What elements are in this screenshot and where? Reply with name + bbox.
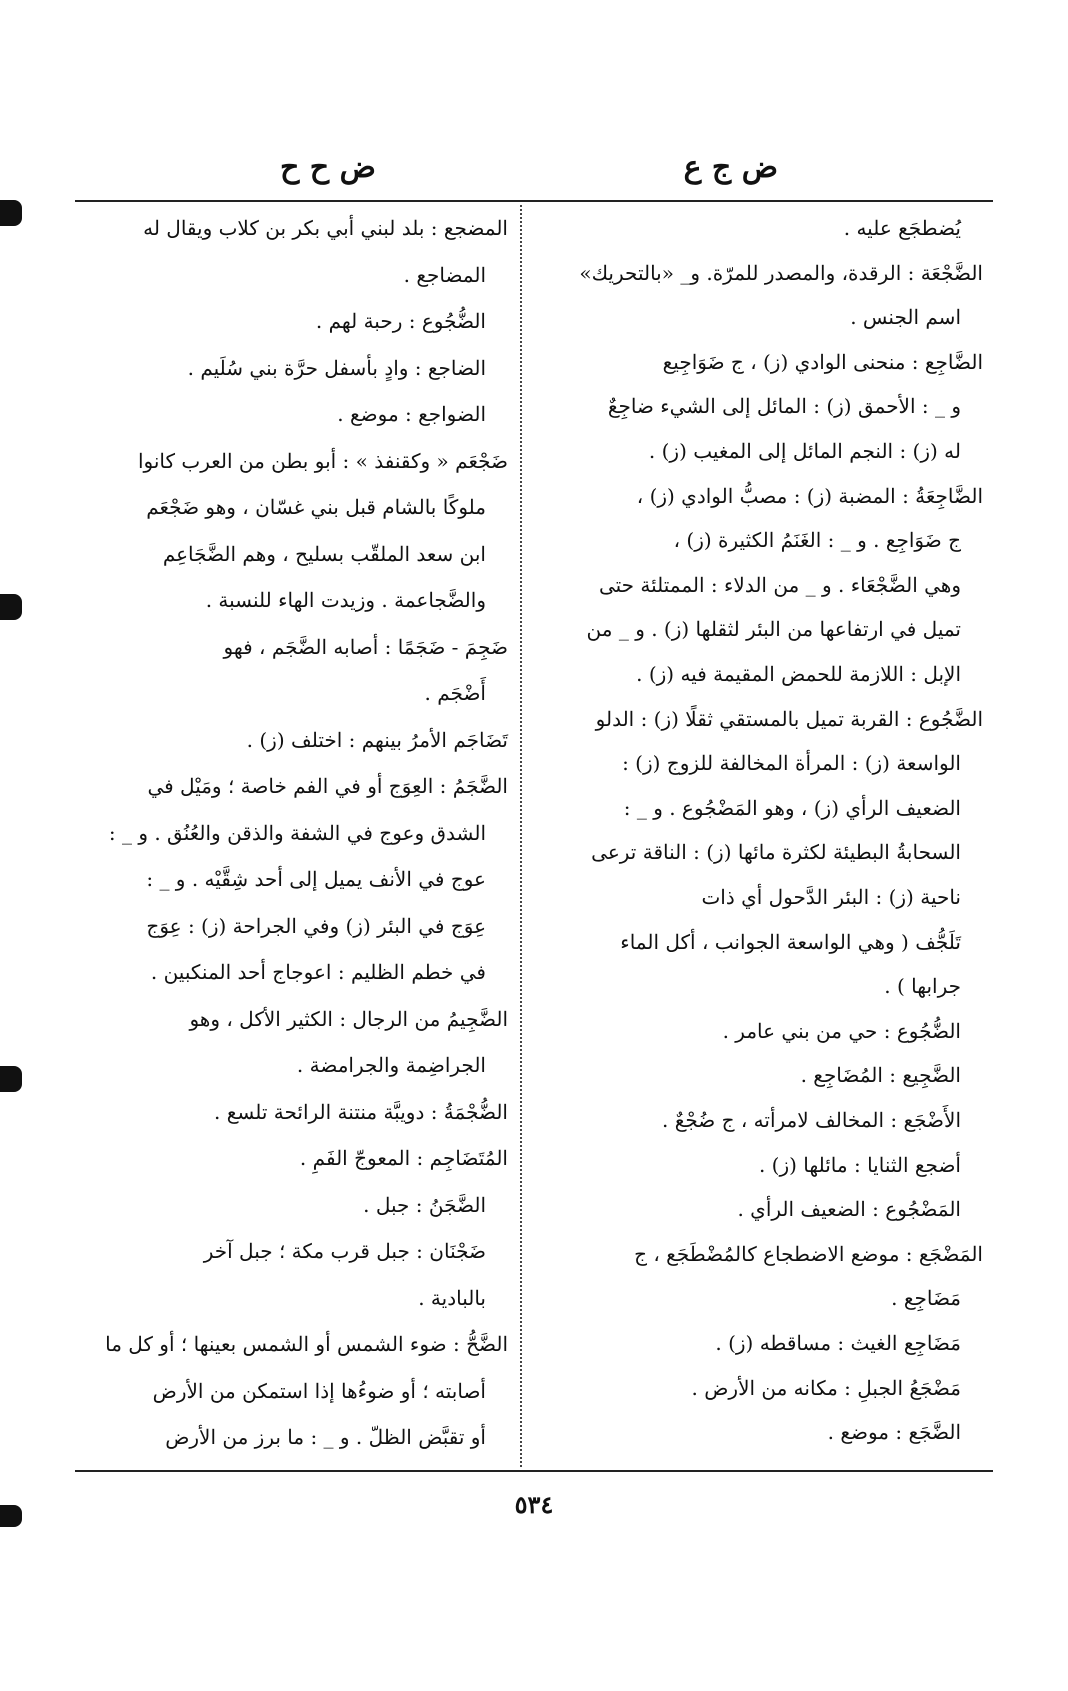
header-root-right: ض ج ع	[683, 150, 778, 185]
entry-line: ملوكًا بالشام قبل بني غسّان ، وهو ضَجْعَم	[146, 495, 486, 519]
entry-line: مَضَاجِع .	[891, 1286, 961, 1311]
entry-line: اسم الجنس .	[850, 305, 961, 330]
entry-line: المَضْجُوع : الضعيف الرأي .	[737, 1197, 961, 1222]
page-number: ٥٣٤	[514, 1490, 554, 1519]
entry-line: الجراضِمة والجرامضة .	[296, 1053, 486, 1077]
entry-line: الضَّجَمُ : العِوَج أو في الفم خاصة ؛ ومَيْل في	[147, 774, 508, 798]
entry-line: المضجع : بلد لبني أبي بكر بن كلاب ويقال له	[143, 216, 508, 240]
scan-edge-mark	[0, 594, 22, 620]
entry-line: له (ز) : النجم المائل إلى المغيب (ز) .	[648, 439, 961, 463]
entry-line: أو تقبَّض الظلّ . و _ : ما برز من الأرض	[165, 1425, 486, 1449]
entry-line: تَلَجُّف ( وهي الواسعة الجوانب ، أكل الماء	[620, 929, 961, 954]
scan-edge-mark	[0, 1066, 22, 1092]
entry-line: الإبل : اللازمة للحمض المقيمة فيه (ز) .	[636, 662, 961, 686]
entry-line: جرابها ) .	[884, 974, 961, 999]
scan-edge-mark	[0, 1505, 22, 1527]
entry-line: الضَّجَع : موضع .	[827, 1420, 961, 1445]
entry-line: الضُّجُوع : رحبة لهم .	[315, 309, 486, 333]
entry-line: الضُّجْمَةُ : دويبَّة منتنة الرائحة تلسع .	[214, 1099, 508, 1124]
entry-line: الضَّجَنُ : جبل .	[363, 1192, 486, 1217]
entry-line: الشدق وعوج في الشفة والذقن والعُنُق . و _ :	[108, 820, 486, 845]
entry-line: السحابةُ البطيئة لكثرة مائها (ز) : الناقة ترعى	[591, 840, 961, 865]
entry-line: الضَّحُّ : ضوء الشمس أو الشمس بعينها ؛ أو كل ما	[105, 1332, 508, 1356]
entry-line: في خطم الظليم : اعوجاج أحد المنكبين .	[150, 960, 486, 984]
entry-line: تميل في ارتفاعها من البئر لثقلها (ز) . و _ من	[586, 617, 961, 642]
bottom-rule	[75, 1470, 993, 1472]
entry-line: المُتَضَاجِم : المعوجّ الفَمِ .	[299, 1146, 508, 1170]
entry-line: الضَّجِيع : المُضَاجِع .	[800, 1063, 961, 1088]
entry-line: الضعيف الرأي (ز) ، وهو المَضْجُوع . و _ :	[623, 795, 961, 820]
entry-line: الضاجع : وادٍ بأسفل حرَّة بني سُلَيم .	[187, 355, 486, 380]
entry-line: الضَّجُوع : القربة تميل بالمستقي ثقلًا (ز) : الدلو	[595, 706, 983, 731]
entry-line: ضَجْعَم « وكقنفذ » : أبو بطن من العرب كانوا	[137, 448, 508, 473]
entry-line: ج ضَوَاجِع . و _ : الغَنَمُ الكثيرة (ز) ،	[673, 528, 961, 553]
entry-line: ضَجْنَان : جبل قرب مكة ؛ جبل آخر	[203, 1239, 486, 1263]
entry-line: مَضْجَعُ الجبلِ : مكانه من الأرض .	[691, 1375, 961, 1400]
entry-line: والضَّجاعمة . وزيدت الهاء للنسبة .	[205, 588, 486, 612]
top-rule	[75, 200, 993, 202]
entry-line: الضَّاجِعَةُ : المضبة (ز) : مصبُّ الوادي (ز) ،	[636, 483, 983, 508]
entry-line: مَضَاجِع الغيث : مساقطه (ز) .	[715, 1331, 961, 1355]
entry-line: يُضطجَع عليه .	[843, 216, 961, 240]
header-root-left: ض ح ح	[280, 150, 376, 185]
entry-line: ناحية (ز) : البئر الدَّحول أي ذات	[701, 885, 961, 909]
entry-line: بالبادية .	[418, 1285, 486, 1310]
entry-line: أضجع الثنايا : مائلها (ز) .	[758, 1152, 961, 1177]
entry-line: أَضْجَم .	[424, 681, 486, 705]
entry-line: تَضَاجَم الأمرُ بينهم : اختلف (ز) .	[246, 727, 508, 752]
entry-line: ابن سعد الملقّب بسليح ، وهم الضَّجَاعِم	[162, 541, 486, 566]
entry-line: و _ : الأحمق (ز) : المائل إلى الشيء ضاجِعٌ	[607, 394, 961, 419]
entry-line: المضاجع .	[403, 262, 486, 287]
entry-line: ضَجِمَ - ضَجَمًا : أصابه الضَّجَم ، فهو	[223, 634, 508, 659]
entry-line: أصابته ؛ أو ضوءُها إذا استمكن من الأرض	[152, 1378, 486, 1403]
entry-line: الضَّجِيمُ من الرجال : الكثير الأكل ، وهو	[189, 1006, 508, 1031]
entry-line: الضُّجُوع : حي من بني عامر .	[722, 1018, 961, 1043]
entry-line: عوج في الأنف يميل إلى أحد شِقَّيْه . و _ :	[146, 867, 486, 891]
scan-edge-mark	[0, 200, 22, 226]
entry-line: الضواجع : موضع .	[337, 402, 486, 426]
entry-line: المَضْجَع : موضع الاضطجاع كالمُضْطَجَع ، ج	[634, 1241, 983, 1266]
entry-line: الضَّجْعَة : الرقدة، والمصدر للمرّة. و_ «بالتحريك»	[579, 260, 983, 285]
column-divider	[520, 205, 522, 1467]
entry-line: الأَضْجَع : المخالف لامرأته ، ج ضُجْعٌ .	[661, 1108, 961, 1132]
entry-line: عِوَج في البئر (ز) وفي الجراحة (ز) : عِوَج	[146, 913, 486, 938]
entry-line: الضَّاجِع : منحنى الوادي (ز) ، ج ضَوَاجِيع	[662, 349, 983, 374]
entry-line: وهي الضَّجْعَاء . و _ من الدلاء : الممتلئة حتى	[598, 572, 961, 597]
entry-line: الواسعة (ز) : المرأة المخالفة للزوج (ز) :	[622, 751, 961, 776]
